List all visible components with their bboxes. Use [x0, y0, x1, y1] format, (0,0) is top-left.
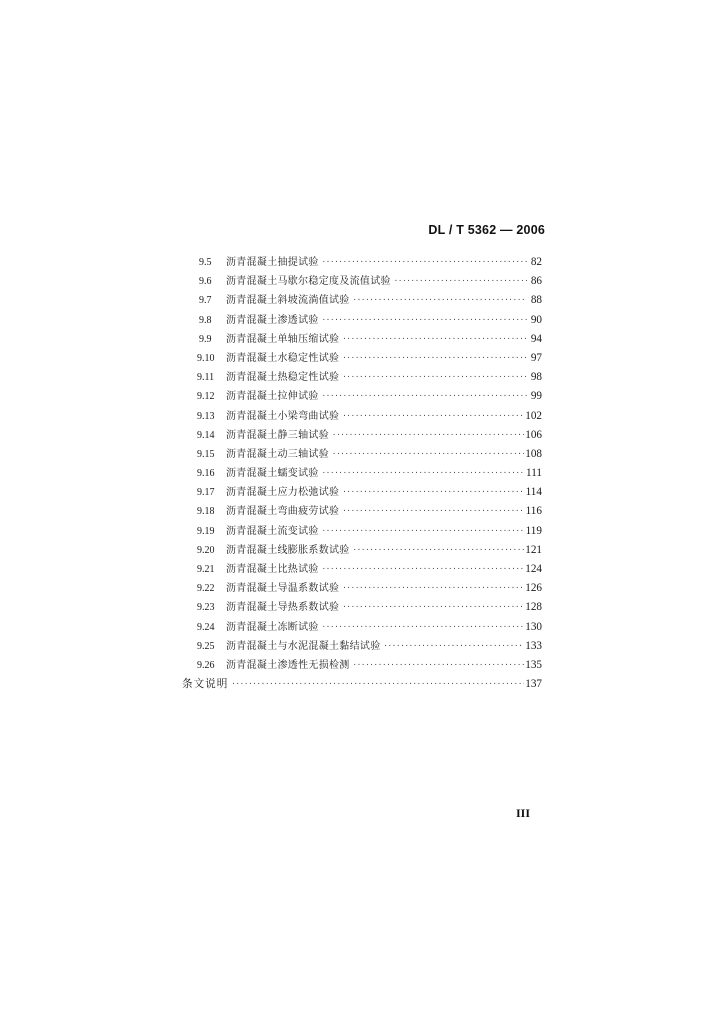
toc-section-number: 9.17 — [197, 487, 215, 499]
toc-section-number: 9.20 — [197, 544, 215, 556]
toc-page-number: 124 — [525, 563, 542, 575]
toc-dot-leader — [231, 675, 524, 694]
toc-title: 沥青混凝土抽提试验 — [226, 257, 319, 268]
toc-entry[interactable] — [182, 598, 542, 617]
toc-entry[interactable] — [182, 464, 542, 483]
toc-section-number: 9.14 — [197, 429, 215, 441]
toc-dot-leader — [322, 522, 525, 541]
toc-page-number: 135 — [525, 658, 542, 671]
toc-title: 沥青混凝土与水泥混凝土黏结试验 — [226, 640, 381, 652]
toc-dot-leader — [342, 483, 524, 502]
toc-title: 沥青混凝土弯曲疲劳试验 — [226, 506, 340, 518]
toc-entry[interactable] — [182, 407, 542, 426]
toc-title: 沥青混凝土拉伸试验 — [226, 391, 319, 403]
toc-entry[interactable] — [182, 483, 542, 502]
toc-page-number: 114 — [525, 486, 542, 499]
toc-title: 沥青混凝土马歇尔稳定度及流值试验 — [226, 276, 391, 288]
toc-title: 沥青混凝土水稳定性试验 — [226, 352, 340, 364]
toc-page-number: 99 — [530, 390, 542, 403]
toc-section-number: 9.8 — [199, 314, 212, 326]
toc-section-number: 9.18 — [197, 506, 215, 518]
toc-page-number: 130 — [525, 620, 542, 633]
toc-section-number: 9.22 — [197, 583, 215, 595]
toc-entry[interactable] — [182, 560, 542, 579]
table-of-contents — [182, 253, 542, 694]
toc-page-number: 108 — [525, 447, 542, 460]
toc-section-number: 9.9 — [199, 333, 212, 345]
toc-dot-leader — [322, 560, 525, 579]
toc-dot-leader — [322, 464, 525, 483]
toc-section-number: 9.5 — [199, 257, 212, 268]
toc-title: 沥青混凝土小梁弯曲试验 — [226, 410, 340, 422]
toc-title: 条文说明 — [182, 678, 229, 691]
toc-dot-leader — [322, 618, 525, 637]
toc-page-number: 126 — [525, 582, 542, 595]
toc-dot-leader — [384, 637, 525, 656]
toc-entry[interactable] — [182, 502, 542, 521]
toc-dot-leader — [332, 426, 524, 445]
toc-entry[interactable] — [182, 253, 542, 272]
toc-entry[interactable] — [182, 426, 542, 445]
toc-title: 沥青混凝土应力松弛试验 — [226, 487, 340, 499]
toc-title: 沥青混凝土静三轴试验 — [226, 429, 329, 441]
toc-section-number: 9.23 — [197, 602, 215, 614]
toc-dot-leader — [342, 330, 527, 349]
toc-section-number: 9.6 — [199, 276, 212, 288]
toc-entry[interactable] — [182, 330, 542, 349]
toc-title: 沥青混凝土蠕变试验 — [226, 468, 319, 480]
toc-dot-leader — [342, 407, 524, 426]
toc-title: 沥青混凝土冻断试验 — [226, 621, 319, 633]
toc-dot-leader — [353, 541, 525, 560]
toc-title: 沥青混凝土渗透试验 — [226, 314, 319, 326]
toc-title: 沥青混凝土导温系数试验 — [226, 583, 340, 595]
toc-section-number: 9.24 — [197, 621, 215, 633]
toc-entry[interactable] — [182, 311, 542, 330]
toc-section-number: 9.21 — [197, 564, 215, 575]
toc-section-number: 9.16 — [197, 468, 215, 480]
toc-dot-leader — [342, 598, 524, 617]
toc-page-number: 137 — [525, 678, 542, 691]
toc-section-number: 9.25 — [197, 640, 215, 652]
toc-page-number: 106 — [525, 428, 542, 441]
toc-dot-leader — [394, 272, 527, 291]
toc-page-number: 119 — [525, 524, 542, 537]
toc-dot-leader — [342, 579, 524, 598]
toc-entry-explanation[interactable] — [182, 675, 542, 694]
toc-page-number: 121 — [525, 543, 542, 556]
toc-page-number: 111 — [526, 467, 542, 480]
toc-entry[interactable] — [182, 618, 542, 637]
toc-page-number: 82 — [530, 256, 542, 268]
toc-entry[interactable] — [182, 579, 542, 598]
toc-title: 沥青混凝土斜坡流淌值试验 — [226, 295, 350, 307]
toc-page-number: 128 — [525, 601, 542, 614]
toc-dot-leader — [322, 253, 527, 272]
toc-title: 沥青混凝土热稳定性试验 — [226, 372, 340, 384]
toc-entry[interactable] — [182, 637, 542, 656]
toc-title: 沥青混凝土动三轴试验 — [226, 448, 329, 460]
toc-dot-leader — [322, 387, 527, 406]
toc-section-number: 9.15 — [197, 448, 215, 460]
toc-page-number: 88 — [530, 294, 542, 307]
toc-page-number: 97 — [530, 351, 542, 364]
toc-entry[interactable] — [182, 522, 542, 541]
toc-page-number: 116 — [525, 505, 542, 518]
toc-dot-leader — [342, 368, 527, 387]
toc-dot-leader — [322, 311, 527, 330]
toc-section-number: 9.13 — [197, 410, 215, 422]
toc-section-number: 9.7 — [199, 295, 212, 307]
toc-page-number: 94 — [530, 332, 542, 345]
standard-code-header: DL / T 5362 — 2006 — [428, 223, 545, 237]
toc-entry[interactable] — [182, 541, 542, 560]
toc-title: 沥青混凝土比热试验 — [226, 564, 319, 575]
page-folio: III — [516, 806, 531, 820]
toc-page-number: 102 — [525, 409, 542, 422]
toc-title: 沥青混凝土线膨胀系数试验 — [226, 544, 350, 556]
toc-section-number: 9.12 — [197, 391, 215, 403]
toc-entry[interactable] — [182, 368, 542, 387]
toc-section-number: 9.26 — [197, 659, 215, 671]
toc-section-number: 9.10 — [197, 352, 215, 364]
toc-section-number: 9.19 — [197, 525, 215, 537]
toc-page-number: 98 — [530, 371, 542, 384]
toc-dot-leader — [353, 656, 525, 675]
toc-page-number: 86 — [530, 275, 542, 288]
toc-title: 沥青混凝土单轴压缩试验 — [226, 333, 340, 345]
toc-entry[interactable] — [182, 387, 542, 406]
toc-page-number: 133 — [525, 639, 542, 652]
toc-dot-leader — [332, 445, 524, 464]
toc-page-number: 90 — [530, 313, 542, 326]
toc-entry[interactable] — [182, 445, 542, 464]
toc-dot-leader — [342, 502, 524, 521]
toc-entry[interactable] — [182, 349, 542, 368]
toc-dot-leader — [353, 291, 527, 310]
toc-title: 沥青混凝土流变试验 — [226, 525, 319, 537]
toc-dot-leader — [342, 349, 527, 368]
toc-title: 沥青混凝土导热系数试验 — [226, 602, 340, 614]
toc-title: 沥青混凝土渗透性无损检测 — [226, 659, 350, 671]
toc-section-number: 9.11 — [197, 372, 215, 384]
toc-entry[interactable] — [182, 656, 542, 675]
toc-entry[interactable] — [182, 291, 542, 310]
toc-entry[interactable] — [182, 272, 542, 291]
